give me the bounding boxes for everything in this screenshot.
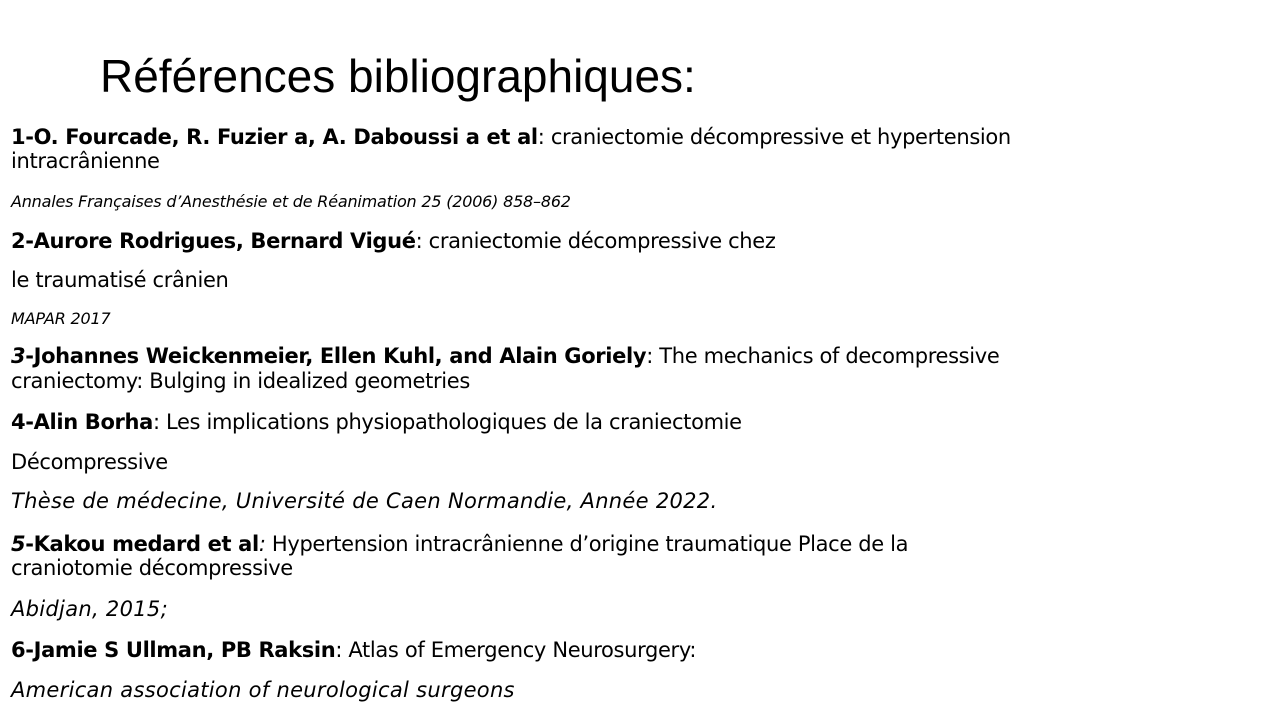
reference-3-line-2 — [11, 370, 470, 392]
reference-4-line-1 — [11, 411, 742, 433]
reference-1-line-1 — [11, 126, 1011, 148]
reference-2-source: MAPAR 2017 — [11, 309, 111, 328]
reference-3-authors: -Johannes Weickenmeier, Ellen Kuhl, and Alain Goriely — [25, 344, 647, 368]
reference-5-title-continued: craniotomie décompressive — [11, 556, 293, 580]
reference-5-number: 5 — [11, 532, 26, 556]
reference-2-line-2 — [11, 269, 228, 291]
reference-4-source: Thèse de médecine, Université de Caen Normandie, Année 2022. — [11, 489, 718, 513]
reference-1-title: : craniectomie décompressive et hypertension — [537, 125, 1011, 149]
reference-1-source: Annales Françaises d’Anesthésie et de Réanimation 25 (2006) 858–862 — [11, 192, 571, 211]
reference-2-title-continued: le traumatisé crânien — [11, 268, 229, 292]
reference-1-title-continued: intracrânienne — [11, 149, 160, 173]
reference-5-line-2 — [11, 557, 293, 579]
slide-title: Références bibliographiques: — [100, 50, 696, 102]
reference-6-authors: 6-Jamie S Ullman, PB Raksin — [11, 638, 336, 662]
reference-6-line-1 — [11, 639, 696, 661]
reference-3-title: : The mechanics of decompressive — [646, 344, 1000, 368]
reference-3-title-continued: craniectomy: Bulging in idealized geometries — [11, 369, 470, 393]
reference-5-source: Abidjan, 2015; — [11, 597, 168, 621]
reference-6-source: American association of neurological surgeons — [11, 678, 515, 702]
reference-3-line-1 — [11, 345, 999, 367]
reference-2-authors: 2-Aurore Rodrigues, Bernard Vigué — [11, 229, 416, 253]
reference-5-line-1 — [11, 533, 908, 555]
reference-4-title-continued: Décompressive — [11, 450, 168, 474]
reference-1-authors: 1-O. Fourcade, R. Fuzier a, A. Daboussi a et al — [11, 125, 538, 149]
reference-4-authors: 4-Alin Borha — [11, 410, 153, 434]
reference-5-authors: -Kakou medard et al — [25, 532, 259, 556]
reference-2-title: : craniectomie décompressive chez — [415, 229, 776, 253]
reference-4-title: : Les implications physiopathologiques de la craniectomie — [152, 410, 742, 434]
reference-4-line-2 — [11, 451, 168, 473]
reference-5-colon: : — [258, 532, 266, 556]
reference-6-title: : Atlas of Emergency Neurosurgery: — [335, 638, 697, 662]
reference-3-number: 3 — [11, 344, 26, 368]
reference-1-line-2 — [11, 150, 160, 172]
reference-2-line-1 — [11, 230, 776, 252]
reference-5-title: Hypertension intracrânienne d’origine traumatique Place de la — [265, 532, 909, 556]
